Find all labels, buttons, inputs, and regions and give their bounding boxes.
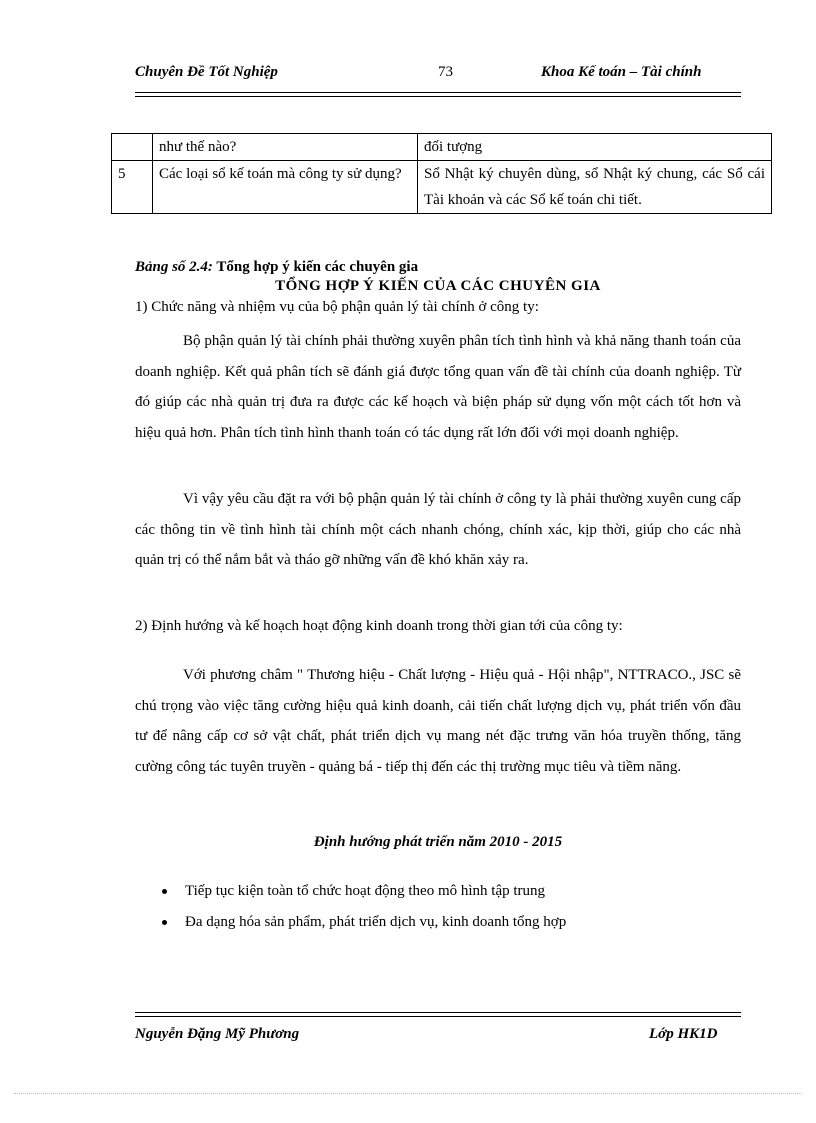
table-row <box>112 161 772 214</box>
section2-paragraph-1: Với phương châm " Thương hiệu - Chất lượng - Hiệu quả - Hội nhập", NTTRACO., JSC sẽ chú trọng vào việc tăng cường hiệu quả kinh doanh, cải tiến chất lượng dịch vụ, phát triển vốn đầu tư để nâng cấp cơ sở vật chất, phát triển dịch vụ mang nét đặc trưng văn hóa truyền thống, tăng cường công tác tuyên truyền - quảng bá - tiếp thị đến các thị trường mục tiêu và tiềm năng. <box>135 667 741 775</box>
header-right: Khoa Kế toán – Tài chính <box>541 64 702 80</box>
list-item-text: Đa dạng hóa sản phẩm, phát triển dịch vụ, kinh doanh tổng hợp <box>185 914 567 930</box>
table-cell-no: 5 <box>112 161 153 214</box>
header-left: Chuyên Đề Tốt Nghiệp <box>135 64 278 80</box>
table-cell-answer: đối tượng <box>418 134 772 161</box>
caption-label: Bảng số 2.4: <box>135 259 213 275</box>
header-rule-bottom <box>135 96 741 97</box>
table-row <box>112 134 772 161</box>
header-rule-top <box>135 92 741 93</box>
list-item <box>135 911 741 942</box>
section2-heading: 2) Định hướng và kế hoạch hoạt động kinh doanh trong thời gian tới của công ty: <box>135 618 623 634</box>
table-cell-question: Các loại sổ kế toán mà công ty sử dụng? <box>153 161 418 214</box>
footer-author: Nguyễn Đặng Mỹ Phương <box>135 1026 300 1042</box>
bullet-list <box>135 880 741 942</box>
page-number: 73 <box>438 64 453 80</box>
table-cell-question: như thế nào? <box>153 134 418 161</box>
footer-class: Lớp HK1D <box>649 1026 718 1042</box>
footer-rule-top <box>135 1012 741 1013</box>
subheading: Định hướng phát triển năm 2010 - 2015 <box>313 834 563 850</box>
bullet-icon <box>162 920 167 925</box>
section1-paragraph-2: Vì vậy yêu cầu đặt ra với bộ phận quản lý tài chính ở công ty là phải thường xuyên cung cấp các thông tin về tình hình tài chính một cách nhanh chóng, chính xác, kịp thời, giúp cho các nhà quản trị có thể nắm bắt và tháo gỡ những vấn đề khó khăn xảy ra. <box>135 491 741 568</box>
table-caption <box>135 259 418 276</box>
table-cell-no <box>112 134 153 161</box>
survey-table <box>111 133 772 214</box>
list-item <box>135 880 741 911</box>
bullet-icon <box>162 889 167 894</box>
table-cell-answer: Sổ Nhật ký chuyên dùng, sổ Nhật ký chung, các Sổ cái Tài khoản và các Sổ kế toán chi tiết. <box>418 161 772 214</box>
footer-rule-bottom <box>135 1016 741 1017</box>
caption-text: Tổng hợp ý kiến các chuyên gia <box>212 259 419 275</box>
page-edge-dotted-line <box>14 1093 802 1094</box>
page-title: TỔNG HỢP Ý KIẾN CỦA CÁC CHUYÊN GIA <box>275 278 601 294</box>
list-item-text: Tiếp tục kiện toàn tổ chức hoạt động theo mô hình tập trung <box>185 883 546 899</box>
section1-heading: 1) Chức năng và nhiệm vụ của bộ phận quản lý tài chính ở công ty: <box>135 299 539 315</box>
section1-paragraph-1: Bộ phận quản lý tài chính phải thường xuyên phân tích tình hình và khả năng thanh toán của doanh nghiệp. Kết quả phân tích sẽ đánh giá được tổng quan vấn đề tài chính của doanh nghiệp. Từ đó giúp các nhà quản trị đưa ra được các kế hoạch và biện pháp sử dụng vốn một cách tốt hơn và hiệu quả hơn. Phân tích tình hình thanh toán có tác dụng rất lớn đối với mọi doanh nghiệp. <box>135 333 741 441</box>
